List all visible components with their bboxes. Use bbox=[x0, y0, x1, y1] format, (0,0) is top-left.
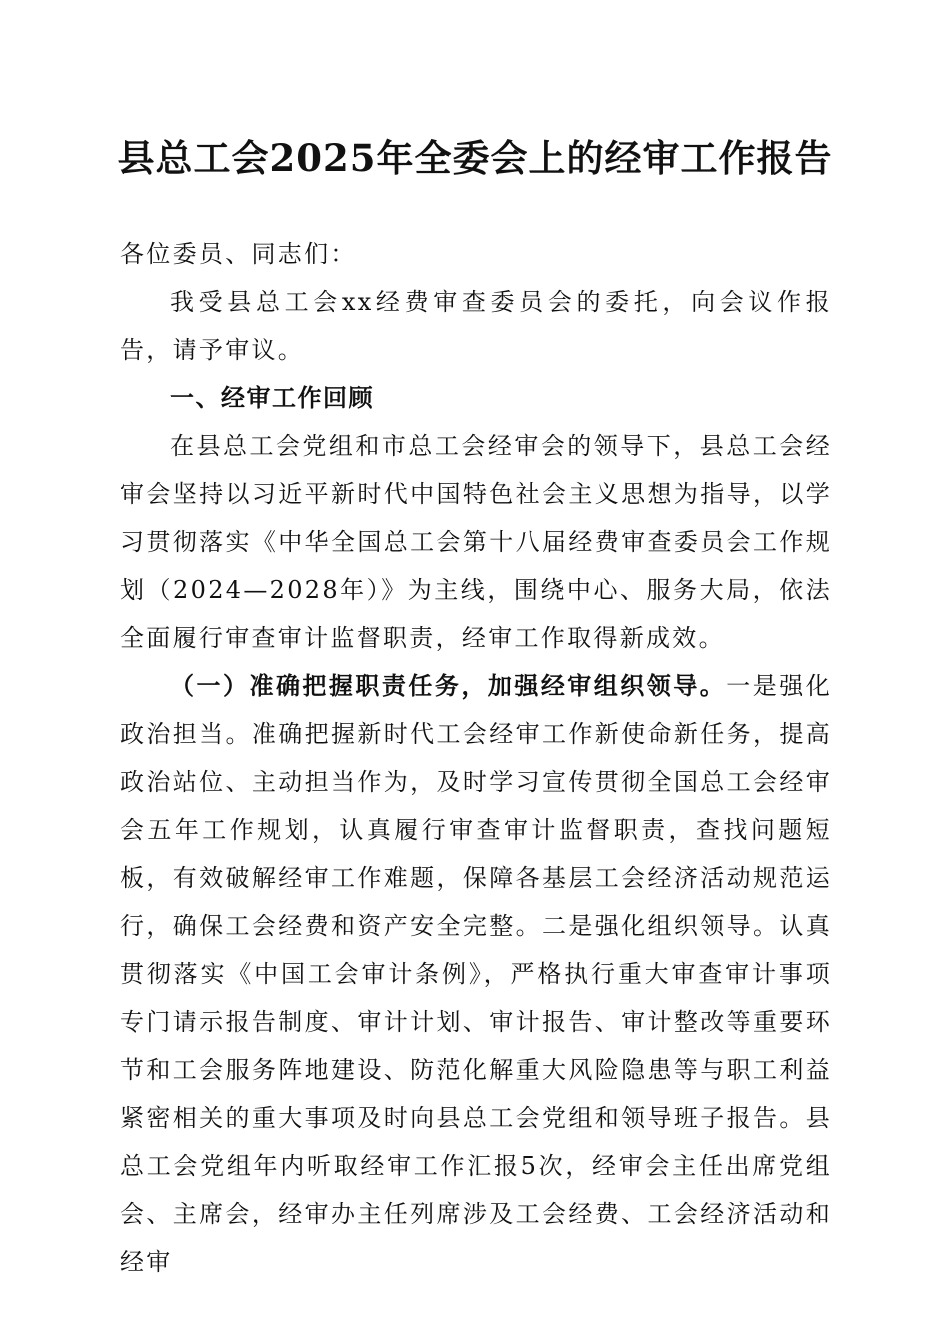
document-body bbox=[120, 230, 832, 1286]
document-title: 县总工会2025年全委会上的经审工作报告 bbox=[117, 136, 833, 180]
intro-paragraph: 我受县总工会xx经费审查委员会的委托，向会议作报告，请予审议。 bbox=[120, 288, 832, 364]
subsection-paragraph bbox=[120, 662, 832, 1286]
section-paragraph: 在县总工会党组和市总工会经审会的领导下，县总工会经审会坚持以习近平新时代中国特色社会主义思想为指导，以学习贯彻落实《中华全国总工会第十八届经费审查委员会工作规划（2024—2028年）》为主线，围绕中心、服务大局，依法全面履行审查审计监督职责，经审工作取得新成效。 bbox=[120, 432, 832, 652]
section-heading: 一、经审工作回顾 bbox=[170, 384, 374, 412]
subsection-text: 一是强化政治担当。准确把握新时代工会经审工作新使命新任务，提高政治站位、主动担当作为，及时学习宣传贯彻全国总工会经审会五年工作规划，认真履行审查审计监督职责，查找问题短板，有效破解经审工作难题，保障各基层工会经济活动规范运行，确保工会经费和资产安全完整。二是强化组织领导。认真贯彻落实《中国工会审计条例》，严格执行重大审查审计事项专门请示报告制度、审计计划、审计报告、审计整改等重要环节和工会服务阵地建设、防范化解重大风险隐患等与职工利益紧密相关的重大事项及时向县总工会党组和领导班子报告。县总工会党组年内听取经审工作汇报5次，经审会主任出席党组会、主席会，经审办主任列席涉及工会经费、工会经济活动和经审 bbox=[120, 672, 832, 1276]
subsection-heading: （一）准确把握职责任务，加强经审组织领导。 bbox=[170, 671, 727, 700]
salutation: 各位委员、同志们： bbox=[120, 240, 357, 268]
